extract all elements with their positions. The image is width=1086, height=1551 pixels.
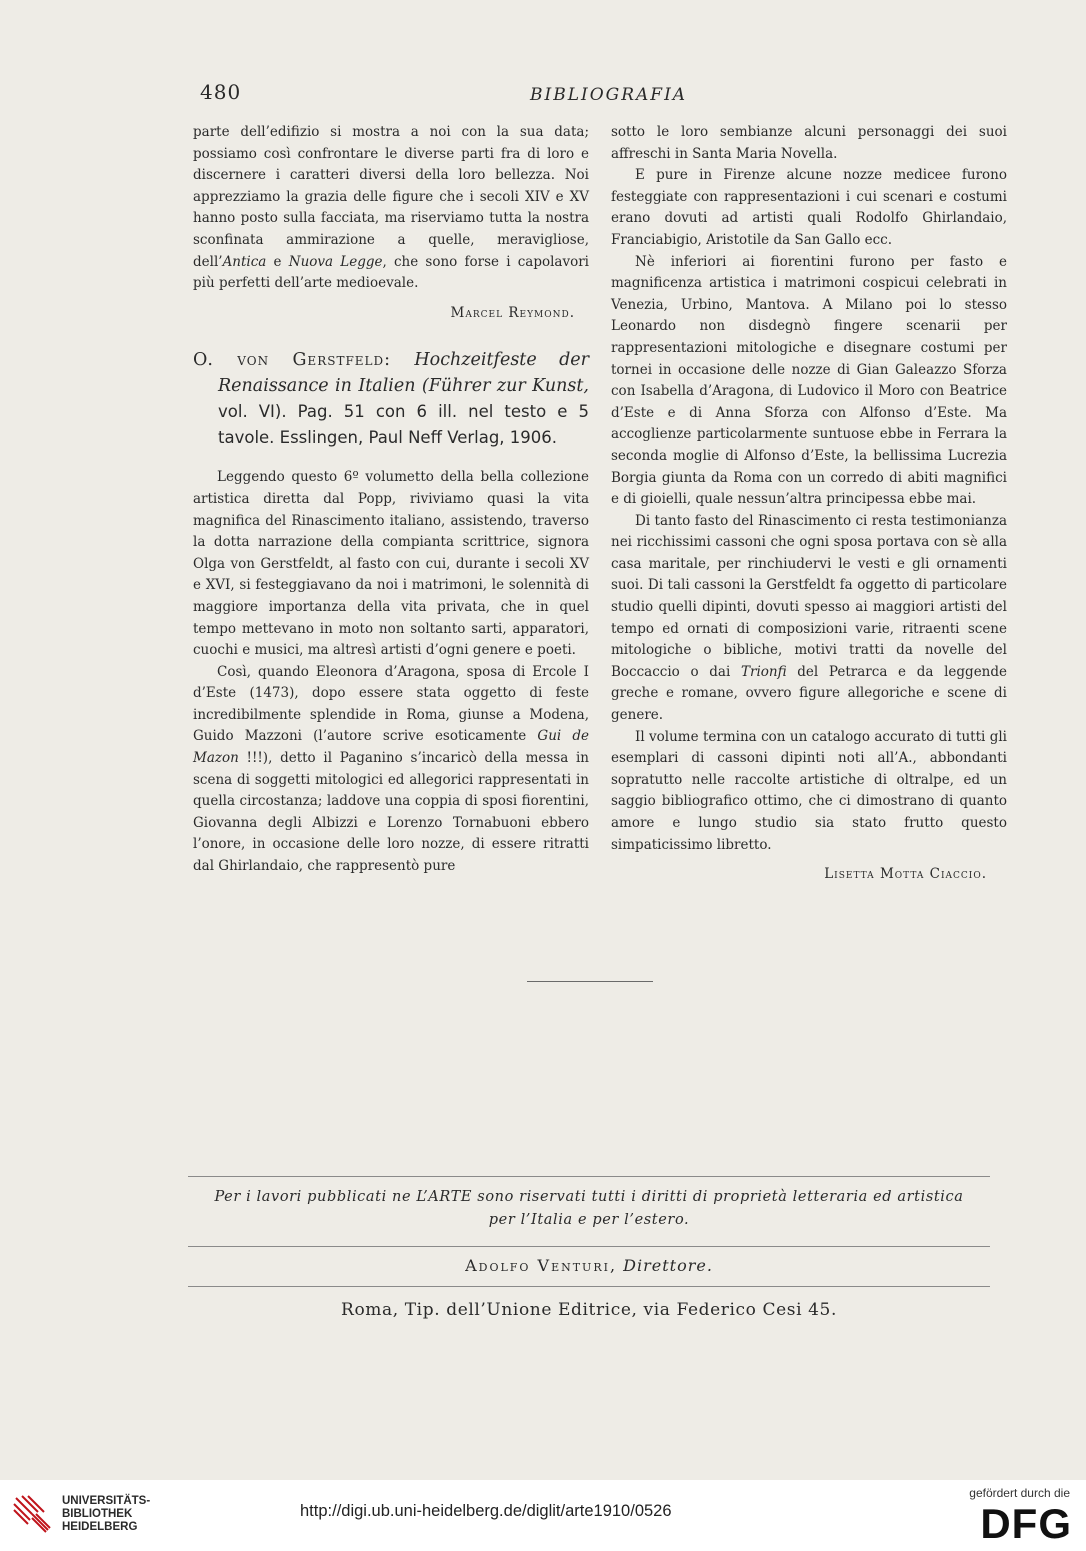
right-column [611, 122, 1007, 910]
funding-caption: gefördert durch die [969, 1486, 1070, 1500]
paragraph: E pure in Firenze alcune nozze medicee furono festeggiate con rappresentazioni i cui scenari e costumi erano dovuti ad artisti quali Rodolfo Ghirlandaio, Franciabigio, Aristotile da San Gallo ecc. [611, 167, 1007, 248]
university-seal-icon [10, 1492, 54, 1536]
dfg-logo: DFG [980, 1500, 1072, 1547]
review-signature: Marcel Reymond. [450, 304, 575, 321]
rights-notice: Per i lavori pubblicati ne L’ARTE sono riservati tutti i diritti di proprietà letteraria ed artistica per l’Italia e per l’estero. [214, 1189, 964, 1228]
left-column [193, 122, 589, 878]
viewer-footer [0, 1480, 1086, 1551]
divider-rule [188, 1176, 990, 1177]
paragraph: Di tanto fasto del Rinascimento ci resta testimonianza nei ricchissimi cassoni che ogni sposa portava con sè alla casa maritale, per rinchiudervi le vesti e gli ornamenti suoi. Di tali cassoni la Gerstfeldt fa oggetto di particolare studio quelli dipinti, dovuti spesso ai maggiori artisti del tempo ed ornati di composizioni varie, ritraenti scene mitologiche o bibliche, motivi tratti da novelle del Boccaccio o dai Trionfi del Petrarca e da leggende greche e romane, ovvero figure allegoriche e scene di genere. [611, 512, 1008, 724]
running-title: BIBLIOGRAFIA [530, 85, 688, 105]
paragraph: Così, quando Eleonora d’Aragona, sposa di Ercole I d’Este (1473), dopo essere stata oggetto di feste incredibilmente splendide in Roma, giunse a Modena, Guido Mazzoni (l’autore scrive esoticamente Gui de Mazon !!!), detto il Paganino s’incaricò della messa in scena di soggetti mitologici ed allegorici rappresentati in quella circostanza; laddove una coppia di sposi fiorentini, Giovanna degli Albizzi e Lorenzo Tornabuoni ebbero l’onore, in occasione delle loro nozze, di essere ritratti dal Ghirlandaio, che rappresentò pure [193, 663, 590, 875]
divider-rule [188, 1286, 990, 1287]
review-signature: Lisetta Motta Ciaccio. [824, 866, 987, 883]
paragraph: Il volume termina con un catalogo accurato di tutti gli esemplari di cassoni dipinti noti all’A., abbondanti sopratutto nelle raccolte artistiche di oltralpe, ed un saggio bibliografico ottimo, che ci dimostrano di quanto amore e lungo studio sia stato frutto questo simpaticissimo libretto. [611, 728, 1007, 853]
paragraph: Leggendo questo 6º volumetto della bella collezione artistica diretta dal Popp, riviviamo quasi la vita magnifica del Rinascimento italiano, assistendo, traverso la dotta narrazione della compianta scrittrice, signora Olga von Gerstfeldt, al fasto con cui, durante i secoli XV e XVI, si festeggiavano da noi i matrimoni, le solennità di maggiore importanza della vita privata, che in quel tempo mettevano in moto non soltanto sarti, apparatori, cuochi e musici, ma altresì artisti d’ogni genere e poeti. [193, 469, 589, 659]
section-divider [527, 981, 653, 982]
director-credit: Adolfo Venturi, Direttore. [465, 1256, 713, 1275]
divider-rule [188, 1246, 990, 1247]
printer-imprint: Roma, Tip. dell’Unione Editrice, via Federico Cesi 45. [341, 1300, 837, 1320]
library-name: UNIVERSITÄTS- BIBLIOTHEK HEIDELBERG [62, 1495, 151, 1533]
paragraph: sotto le loro sembianze alcuni personaggi dei suoi affreschi in Santa Maria Novella. [611, 124, 1007, 162]
review-heading: O. von Gerstfeld: Hochzeitfeste der Renaissance in Italien (Führer zur Kunst, vol. VI). Pag. 51 con 6 ill. nel testo e 5 tavole. Esslingen, Paul Neff Verlag, 1906. [193, 350, 590, 448]
page-number: 480 [200, 80, 242, 104]
permalink[interactable]: http://digi.ub.uni-heidelberg.de/diglit/arte1910/0526 [300, 1502, 672, 1520]
paragraph: Nè inferiori ai fiorentini furono per fasto e magnificenza artistica i matrimoni cospicui celebrati in Venezia, Urbino, Mantova. A Milano poi lo stesso Leonardo non disdegnò fingere scenarii per rappresentazioni mitologiche e disegnare costumi per tornei in occasione delle nozze di Gian Galeazzo Sforza con Isabella d’Aragona, di Ludovico il Moro con Beatrice d’Este e di Anna Sforza con Alfonso d’Este. Ma accoglienze particolarmente suntuose ebbe in Ferrara la seconda moglie di Alfonso d’Este, la bellissima Lucrezia Borgia giunta da Roma con un corredo di abiti magnifici e di gioielli, quale nessun’altra principessa ebbe mai. [611, 253, 1007, 508]
paragraph: parte dell’edifizio si mostra a noi con la sua data; possiamo così confrontare le diverse parti fra di loro e discernere i caratteri diversi della loro bellezza. Noi apprezziamo la grazia delle figure che i secoli XIV e XV hanno posto sulla facciata, ma riserviamo tutta la nostra sconfinata ammirazione a quelle, meravigliose, dell’Antica e Nuova Legge, che sono forse i capolavori più perfetti dell’arte medioevale. [193, 124, 589, 292]
